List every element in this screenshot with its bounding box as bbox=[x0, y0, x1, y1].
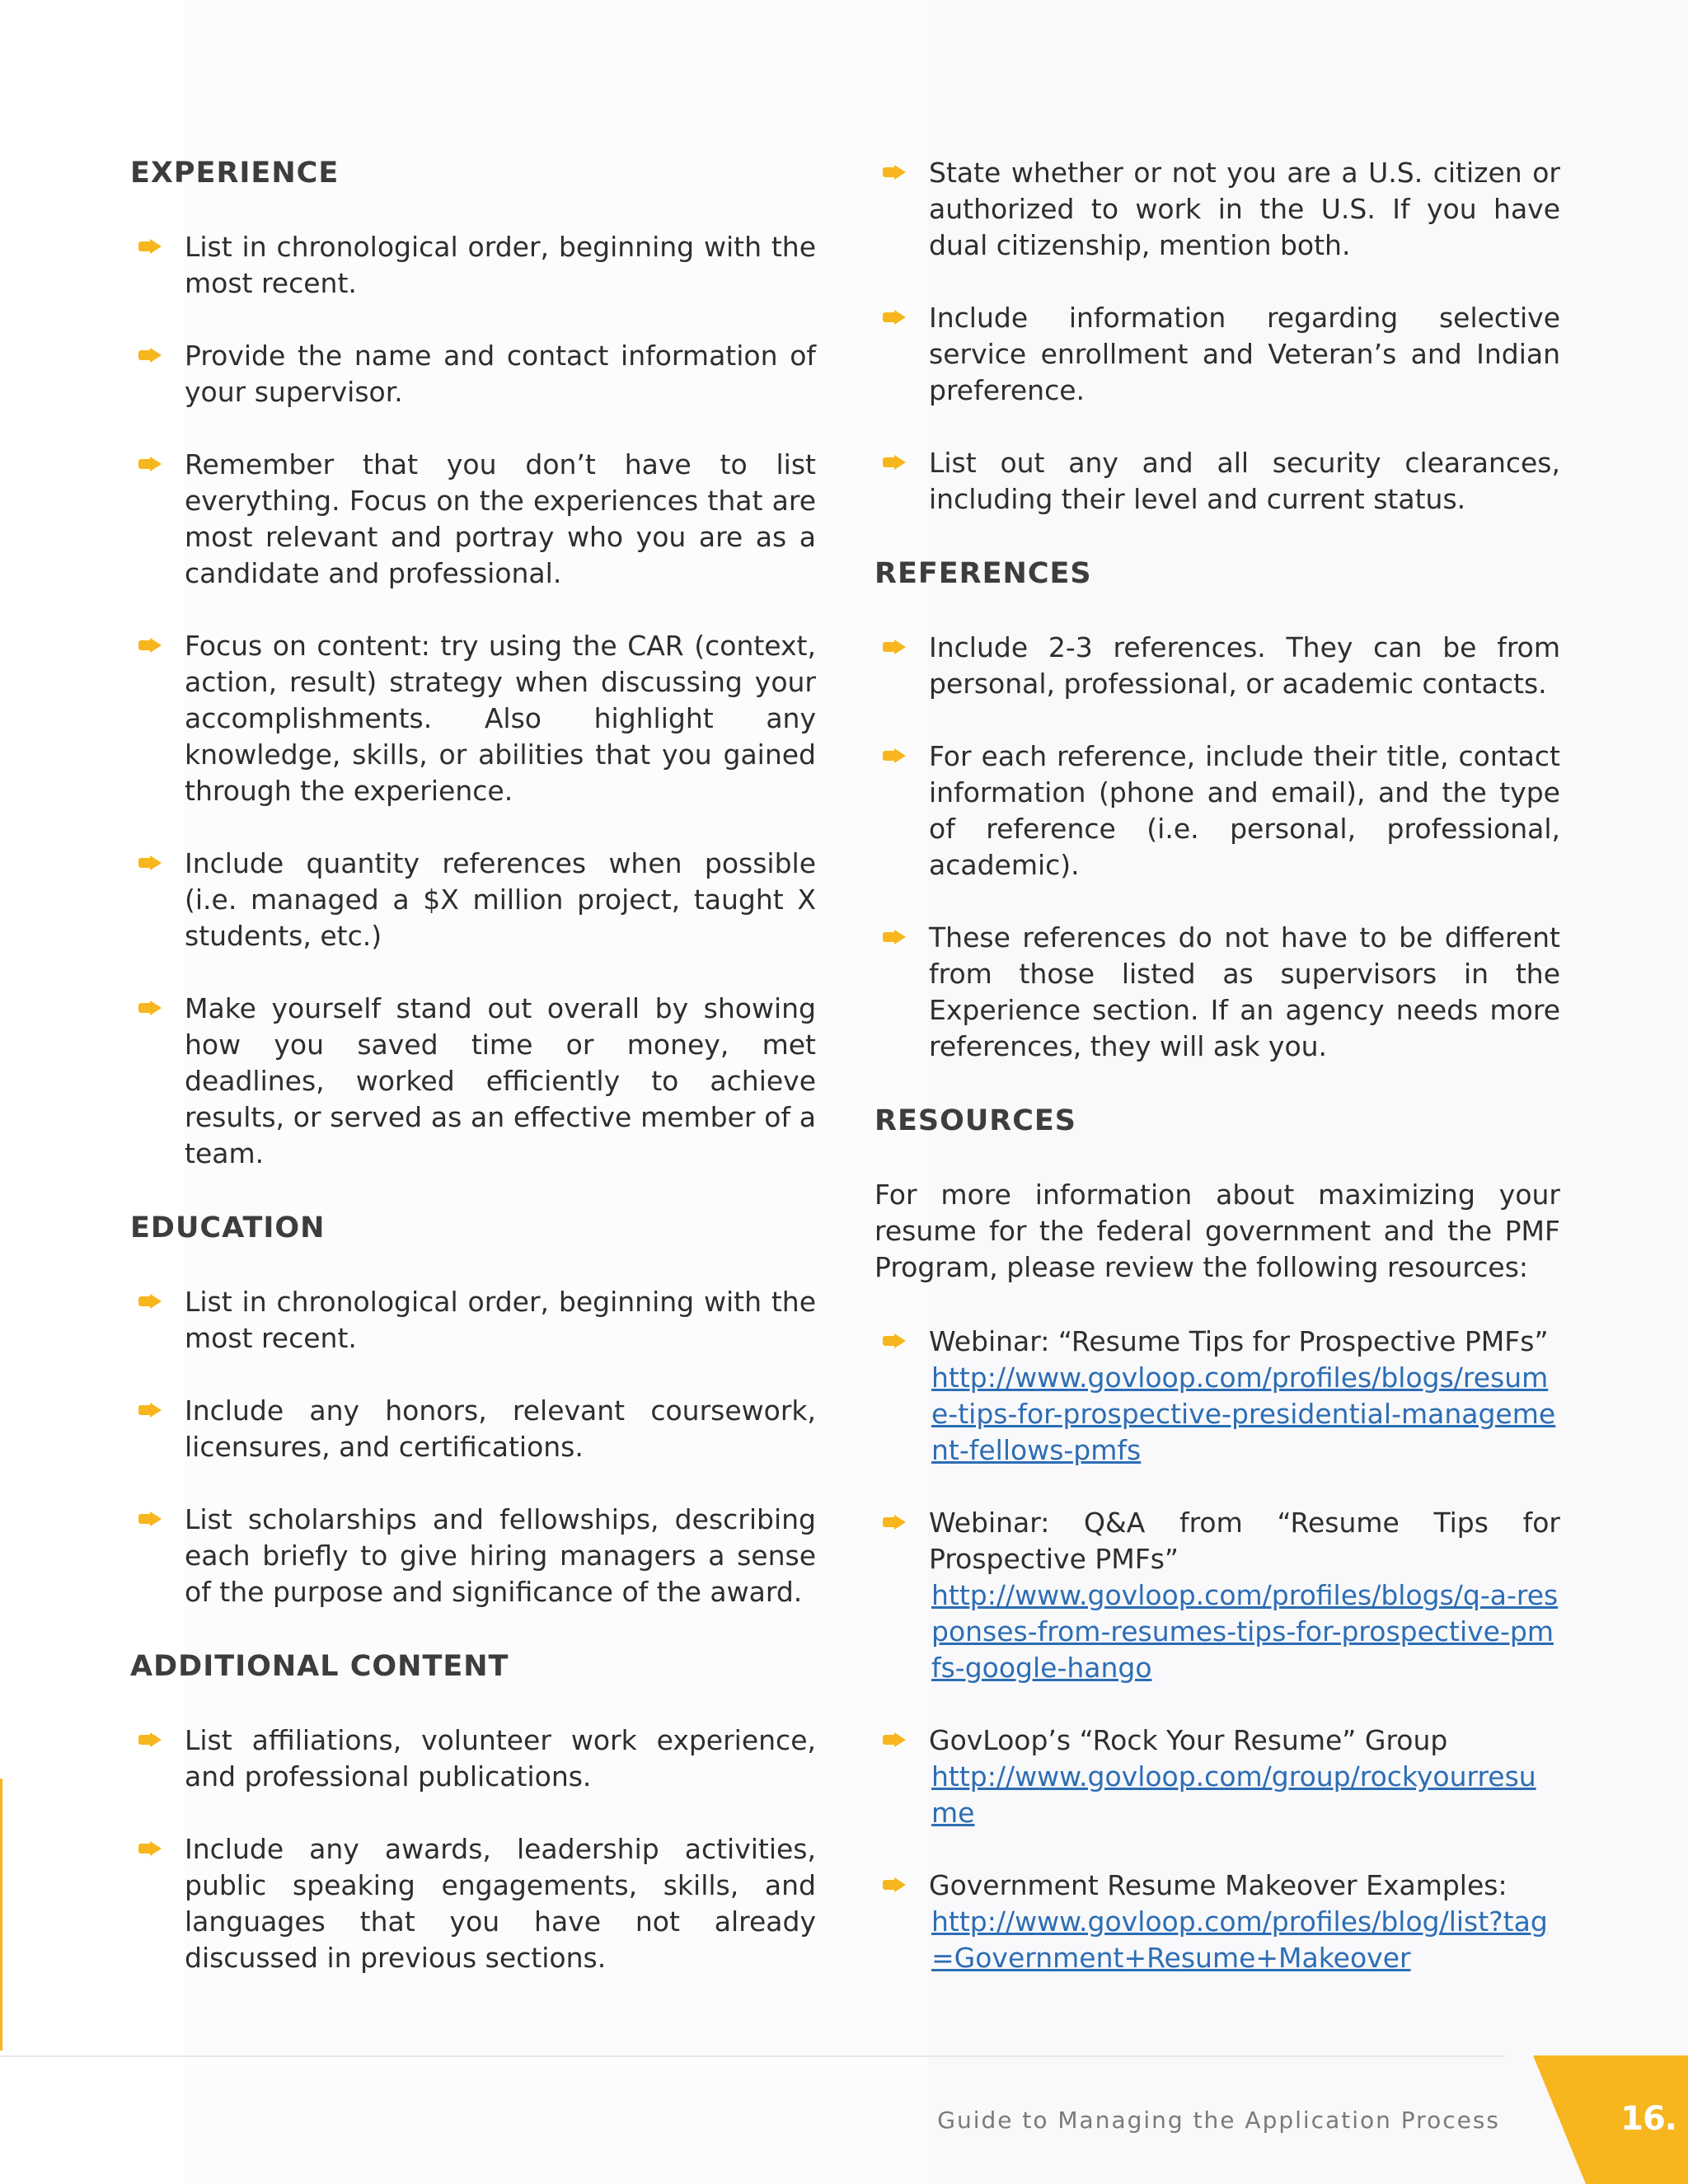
list-item-text: For each reference, include their title, contact information (phone and email), and the type of reference (i.e. personal, professional, academic). bbox=[929, 740, 1560, 881]
list-item bbox=[874, 920, 1560, 1065]
edge-accent-bar bbox=[0, 1779, 2, 2050]
arrow-right-icon bbox=[138, 1841, 162, 1856]
experience-heading: EXPERIENCE bbox=[130, 157, 340, 190]
arrow-right-icon bbox=[138, 1001, 162, 1015]
list-item bbox=[874, 445, 1560, 518]
arrow-right-icon bbox=[138, 457, 162, 471]
additional-content-list bbox=[130, 1722, 816, 1976]
list-item bbox=[874, 630, 1560, 702]
arrow-right-icon bbox=[883, 1515, 906, 1530]
list-item bbox=[130, 1722, 816, 1795]
arrow-right-icon bbox=[138, 239, 162, 254]
list-item-text: List in chronological order, beginning with the most recent. bbox=[185, 1286, 816, 1354]
resource-item bbox=[874, 1722, 1560, 1831]
list-item-text: List in chronological order, beginning with the most recent. bbox=[185, 231, 816, 299]
list-item-text: Remember that you don’t have to list everything. Focus on the experiences that are most relevant and portray who you are as a candidate and professional. bbox=[185, 448, 816, 589]
list-item bbox=[130, 338, 816, 410]
list-item-text: Provide the name and contact information of your supervisor. bbox=[185, 340, 816, 408]
arrow-right-icon bbox=[883, 748, 906, 763]
arrow-right-icon bbox=[883, 1732, 906, 1747]
list-item-text: State whether or not you are a U.S. citizen or authorized to work in the U.S. If you have dual citizenship, mention both. bbox=[929, 157, 1560, 261]
arrow-right-icon bbox=[138, 638, 162, 653]
left-column bbox=[130, 155, 816, 2014]
list-item-text: Include any honors, relevant coursework, licensures, and certifications. bbox=[185, 1394, 816, 1463]
references-list bbox=[874, 630, 1560, 1065]
list-item-text: Include 2-3 references. They can be from personal, professional, or academic contacts. bbox=[929, 631, 1560, 700]
list-item bbox=[130, 628, 816, 809]
list-item bbox=[874, 155, 1560, 264]
additional-content-heading: ADDITIONAL CONTENT bbox=[130, 1650, 509, 1683]
arrow-right-icon bbox=[883, 165, 906, 180]
arrow-right-icon bbox=[883, 640, 906, 654]
arrow-right-icon bbox=[138, 855, 162, 870]
list-item bbox=[130, 1284, 816, 1357]
resource-label: Webinar: “Resume Tips for Prospective PMFs” bbox=[929, 1325, 1549, 1357]
resources-heading: RESOURCES bbox=[874, 1104, 1076, 1137]
list-item-text: Focus on content: try using the CAR (context, action, result) strategy when discussing your accomplishments. Also highlight any knowledge, skills, or abilities that you gained through the experience. bbox=[185, 630, 816, 807]
education-list bbox=[130, 1284, 816, 1610]
list-item-text: List affiliations, volunteer work experience, and professional publications. bbox=[185, 1724, 816, 1793]
right-column bbox=[874, 155, 1560, 2014]
arrow-right-icon bbox=[138, 348, 162, 363]
list-item bbox=[130, 447, 816, 592]
references-heading: REFERENCES bbox=[874, 557, 1092, 590]
list-item bbox=[130, 1393, 816, 1465]
list-item bbox=[130, 1831, 816, 1976]
resource-label: Webinar: Q&A from “Resume Tips for Prospective PMFs” bbox=[929, 1507, 1560, 1575]
resource-link[interactable]: http://www.govloop.com/profiles/blogs/resume-tips-for-prospective-presidential-management-fellows-pmfs bbox=[931, 1361, 1556, 1466]
resource-link[interactable]: http://www.govloop.com/profiles/blog/list?tag=Government+Resume+Makeover bbox=[931, 1905, 1548, 1974]
arrow-right-icon bbox=[138, 1403, 162, 1418]
resource-link[interactable]: http://www.govloop.com/group/rockyourresume bbox=[931, 1760, 1536, 1829]
resource-label: Government Resume Makeover Examples: bbox=[929, 1869, 1507, 1901]
experience-list bbox=[130, 229, 816, 1172]
resource-label: GovLoop’s “Rock Your Resume” Group bbox=[929, 1724, 1448, 1756]
list-item-text: These references do not have to be different from those listed as supervisors in the Experience section. If an agency needs more references, they will ask you. bbox=[929, 921, 1560, 1062]
arrow-right-icon bbox=[883, 455, 906, 470]
arrow-right-icon bbox=[883, 1877, 906, 1892]
arrow-right-icon bbox=[138, 1732, 162, 1747]
list-item bbox=[130, 991, 816, 1172]
education-heading: EDUCATION bbox=[130, 1212, 326, 1244]
list-item-text: Include quantity references when possible (i.e. managed a $X million project, taught X students, etc.) bbox=[185, 847, 816, 952]
list-item-text: Include any awards, leadership activities, public speaking engagements, skills, and languages that you have not already discussed in previous sections. bbox=[185, 1833, 816, 1974]
list-item-text: List out any and all security clearances, including their level and current status. bbox=[929, 447, 1560, 515]
footer-divider bbox=[0, 2055, 1505, 2057]
resources-intro: For more information about maximizing your resume for the federal government and the PMF Program, please review the following resources: bbox=[874, 1179, 1560, 1283]
list-item bbox=[130, 229, 816, 302]
footer-guide-title: Guide to Managing the Application Process bbox=[937, 2107, 1500, 2134]
list-item bbox=[130, 1502, 816, 1610]
page-number: 16. bbox=[1620, 2100, 1676, 2138]
arrow-right-icon bbox=[883, 310, 906, 325]
resource-item bbox=[874, 1505, 1560, 1686]
resource-item bbox=[874, 1324, 1560, 1469]
list-item bbox=[130, 846, 816, 954]
list-item bbox=[874, 300, 1560, 409]
list-item-text: List scholarships and fellowships, describing each briefly to give hiring managers a sense of the purpose and significance of the award. bbox=[185, 1503, 816, 1608]
eligibility-list bbox=[874, 155, 1560, 518]
list-item bbox=[874, 738, 1560, 883]
arrow-right-icon bbox=[883, 930, 906, 944]
resources-list bbox=[874, 1324, 1560, 1976]
list-item-text: Include information regarding selective service enrollment and Veteran’s and Indian preference. bbox=[929, 302, 1560, 406]
resource-item bbox=[874, 1868, 1560, 1976]
arrow-right-icon bbox=[138, 1511, 162, 1526]
list-item-text: Make yourself stand out overall by showing how you saved time or money, met deadlines, worked efficiently to achieve results, or served as an effective member of a team. bbox=[185, 992, 816, 1169]
arrow-right-icon bbox=[883, 1333, 906, 1348]
arrow-right-icon bbox=[138, 1294, 162, 1309]
resource-link[interactable]: http://www.govloop.com/profiles/blogs/q-a-responses-from-resumes-tips-for-prospective-pmfs-google-hango bbox=[931, 1579, 1559, 1684]
